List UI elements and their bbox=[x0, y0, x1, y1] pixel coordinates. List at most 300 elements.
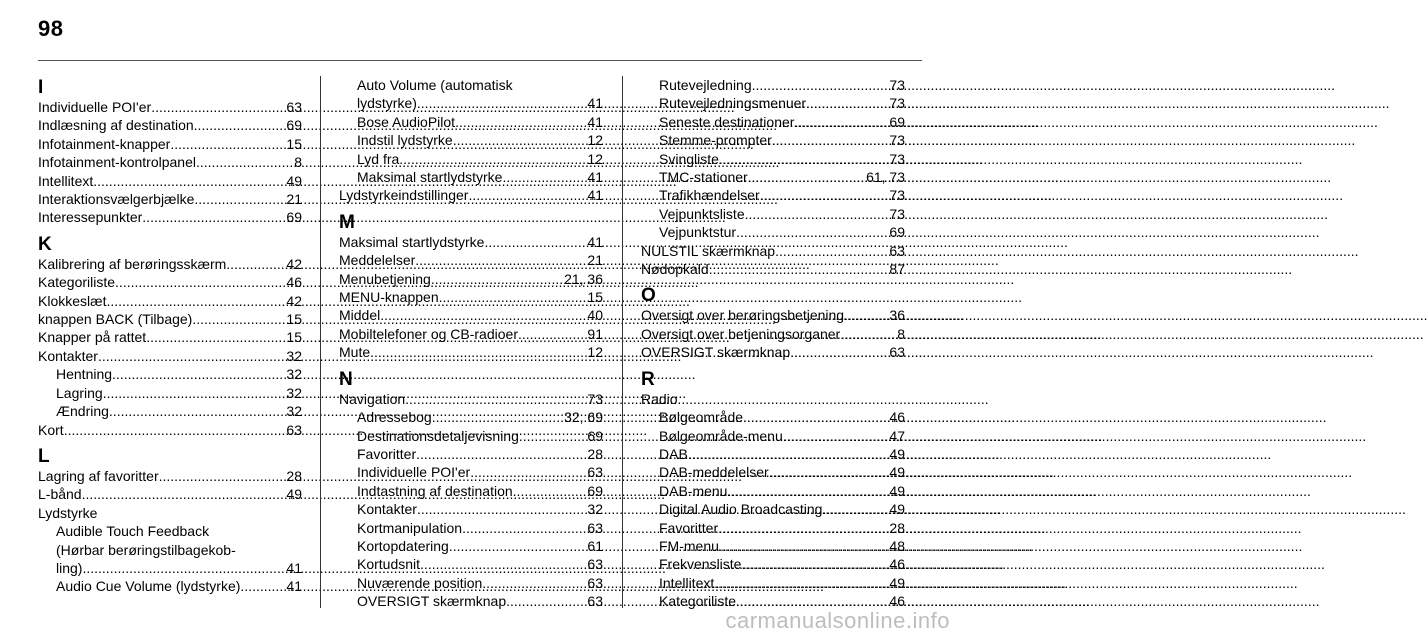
index-letter-heading: L bbox=[38, 445, 50, 467]
dot-leader bbox=[106, 292, 286, 310]
index-entry bbox=[339, 343, 603, 361]
index-term: Favoritter bbox=[357, 445, 417, 462]
page-reference: 15 bbox=[587, 289, 603, 306]
dot-leader bbox=[455, 113, 587, 131]
page-reference: 21, 36 bbox=[564, 270, 603, 287]
index-entry bbox=[339, 270, 603, 288]
index-entry bbox=[641, 306, 905, 324]
index-entry bbox=[38, 208, 302, 226]
index-entry bbox=[339, 325, 603, 343]
index-subentry bbox=[339, 113, 603, 131]
index-term: Kontakter bbox=[357, 501, 417, 518]
page-reference: 63 bbox=[889, 242, 905, 259]
index-term: Indlæsning af destination bbox=[38, 117, 194, 134]
index-term: Knapper på rattet bbox=[38, 329, 147, 346]
index-term: Individuelle POI'er bbox=[38, 99, 152, 115]
index-subentry bbox=[641, 113, 905, 131]
index-entry bbox=[38, 116, 302, 134]
index-term: Stemme-prompter bbox=[659, 132, 772, 149]
header-divider bbox=[38, 60, 922, 61]
page-reference: 49 bbox=[286, 486, 302, 503]
dot-leader bbox=[844, 306, 889, 324]
index-entry bbox=[38, 255, 302, 273]
page-reference: 28 bbox=[587, 445, 603, 462]
dot-leader bbox=[769, 463, 890, 481]
index-term: DAB bbox=[659, 445, 688, 462]
dot-leader bbox=[714, 574, 889, 592]
page-reference: 49 bbox=[889, 464, 905, 481]
index-term: OVERSIGT skærmknap bbox=[357, 593, 507, 610]
index-letter-heading: I bbox=[38, 77, 44, 98]
dot-leader bbox=[415, 251, 587, 269]
index-term: DAB-meddelelser bbox=[659, 464, 769, 481]
page-reference: 91 bbox=[587, 325, 603, 342]
page-reference: 40 bbox=[587, 307, 603, 324]
index-term: Middel bbox=[339, 307, 381, 324]
page-number: 98 bbox=[38, 16, 64, 41]
index-subentry bbox=[339, 150, 603, 168]
page-reference: 32 bbox=[286, 384, 302, 401]
index-subentry bbox=[339, 500, 603, 518]
index-term: Bølgeområde bbox=[659, 409, 744, 426]
index-letter-heading: N bbox=[339, 368, 353, 390]
index-entry-text: Lydstyrke bbox=[38, 504, 98, 521]
index-term: Lyd fra bbox=[357, 150, 400, 167]
index-term: Menubetjening bbox=[339, 270, 431, 287]
index-term: Rutevejledningsmenuer bbox=[659, 95, 807, 112]
index-subentry bbox=[339, 131, 603, 149]
index-term: Klokkeslæt bbox=[38, 292, 107, 309]
index-term: Meddelelser bbox=[339, 252, 416, 269]
page-reference: 32 bbox=[587, 501, 603, 518]
index-term: Indstil lydstyrke bbox=[357, 132, 453, 149]
dot-leader bbox=[468, 186, 587, 204]
index-term: Lagring af favoritter bbox=[38, 467, 159, 484]
index-entry bbox=[38, 190, 302, 208]
index-term: Nødopkald bbox=[641, 261, 709, 278]
index-term: Navigation bbox=[339, 390, 406, 407]
page-reference: 46 bbox=[889, 556, 905, 573]
index-subentry bbox=[339, 519, 603, 537]
index-letter-heading: R bbox=[641, 368, 655, 390]
page-reference: 32, 69 bbox=[564, 409, 603, 426]
dot-leader bbox=[743, 408, 889, 426]
dot-leader bbox=[420, 555, 587, 573]
index-entry bbox=[339, 186, 603, 204]
index-subentry bbox=[641, 168, 905, 186]
index-entry bbox=[641, 242, 905, 260]
dot-leader bbox=[109, 402, 287, 420]
dot-leader bbox=[484, 233, 587, 251]
index-entry bbox=[339, 390, 603, 408]
watermark: carmanualsonline.info bbox=[725, 608, 950, 633]
index-term: Vejpunktstur bbox=[659, 224, 737, 241]
page-reference: 87 bbox=[889, 261, 905, 278]
index-term: Kategoriliste bbox=[38, 274, 116, 291]
index-entry bbox=[339, 288, 603, 306]
dot-leader bbox=[741, 555, 889, 573]
index-term: ling) bbox=[56, 559, 83, 576]
page-reference: 49 bbox=[286, 172, 302, 189]
page-reference: 28 bbox=[889, 519, 905, 536]
page-reference: 32 bbox=[286, 347, 302, 364]
dot-leader bbox=[449, 537, 588, 555]
index-term: Interaktionsvælgerbjælke bbox=[38, 191, 195, 208]
index-term: knappen BACK (Tilbage) bbox=[38, 311, 193, 328]
index-term: Kortmanipulation bbox=[357, 519, 463, 536]
dot-leader bbox=[103, 384, 287, 402]
page-reference: 73 bbox=[889, 205, 905, 222]
index-term: NULSTIL skærmknap bbox=[641, 242, 776, 259]
dot-leader bbox=[98, 347, 286, 365]
index-term: Intellitext bbox=[38, 172, 94, 189]
page-reference: 73 bbox=[889, 187, 905, 204]
index-subentry bbox=[339, 94, 603, 112]
dot-leader bbox=[752, 76, 890, 94]
index-subentry bbox=[641, 574, 905, 592]
index-term: MENU-knappen bbox=[339, 289, 439, 306]
page-reference: 42 bbox=[286, 292, 302, 309]
dot-leader bbox=[462, 519, 587, 537]
index-term: Individuelle POI'er bbox=[357, 464, 471, 481]
index-entry bbox=[38, 135, 302, 153]
page-reference: 63 bbox=[587, 593, 603, 610]
index-term: Frekvensliste bbox=[659, 556, 742, 573]
index-subentry bbox=[38, 402, 302, 420]
page-reference: 41 bbox=[587, 95, 603, 112]
index-entry bbox=[38, 292, 302, 310]
page-reference: 73 bbox=[587, 390, 603, 407]
page-reference: 69 bbox=[587, 427, 603, 444]
index-subentry bbox=[641, 223, 905, 241]
index-term: Oversigt over berøringsbetjening bbox=[641, 307, 845, 324]
dot-leader bbox=[719, 150, 890, 168]
dot-leader bbox=[170, 135, 286, 153]
index-term: Kortopdatering bbox=[357, 537, 449, 554]
index-term: Bose AudioPilot bbox=[357, 113, 456, 130]
index-term: DAB-menu bbox=[659, 482, 728, 499]
page-reference: 36 bbox=[889, 307, 905, 324]
index-entry bbox=[38, 485, 302, 503]
index-term: Infotainment-knapper bbox=[38, 135, 171, 152]
index-term: Oversigt over betjeningsorganer bbox=[641, 325, 841, 342]
index-entry bbox=[641, 325, 905, 343]
index-subentry bbox=[641, 150, 905, 168]
dot-leader bbox=[748, 168, 866, 186]
index-term: Destinationsdetaljevisning bbox=[357, 427, 519, 444]
dot-leader bbox=[806, 94, 889, 112]
dot-leader bbox=[794, 113, 889, 131]
dot-leader bbox=[709, 260, 890, 278]
index-entry bbox=[641, 260, 905, 278]
dot-leader bbox=[417, 500, 587, 518]
dot-leader bbox=[502, 168, 587, 186]
index-subentry bbox=[641, 76, 905, 94]
index-entry bbox=[38, 347, 302, 365]
dot-leader bbox=[519, 427, 588, 445]
index-subentry bbox=[641, 427, 905, 445]
page-reference: 49 bbox=[889, 501, 905, 518]
index-term: Kategoriliste bbox=[659, 593, 737, 610]
index-term: Rutevejledning bbox=[659, 77, 752, 93]
index-subentry bbox=[339, 168, 603, 186]
dot-leader bbox=[240, 577, 286, 595]
dot-leader bbox=[146, 328, 286, 346]
index-subentry bbox=[641, 94, 905, 112]
index-term: Infotainment-kontrolpanel bbox=[38, 154, 196, 171]
dot-leader bbox=[417, 94, 588, 112]
index-term: Nuværende position bbox=[357, 574, 483, 591]
index-subentry-text: (Hørbar berøringstilbagekob- bbox=[56, 541, 236, 558]
index-entry bbox=[38, 172, 302, 190]
page-reference: 49 bbox=[889, 445, 905, 462]
index-term: Mute bbox=[339, 344, 371, 361]
dot-leader bbox=[405, 390, 587, 408]
index-term: Kortudsnit bbox=[357, 556, 421, 573]
page-reference: 8 bbox=[294, 154, 302, 171]
page-reference: 63 bbox=[889, 344, 905, 361]
index-entry bbox=[339, 233, 603, 251]
page-reference: 46 bbox=[286, 274, 302, 291]
dot-leader bbox=[506, 592, 587, 610]
index-term: Digital Audio Broadcasting bbox=[659, 501, 823, 518]
page-reference: 41 bbox=[286, 578, 302, 595]
dot-leader bbox=[719, 537, 890, 555]
index-letter-heading: M bbox=[339, 211, 355, 233]
index-entry bbox=[38, 328, 302, 346]
index-entry bbox=[38, 98, 302, 116]
index-term: Kalibrering af berøringsskærm bbox=[38, 255, 227, 272]
page-reference: 69 bbox=[286, 117, 302, 134]
dot-leader bbox=[431, 270, 564, 288]
dot-leader bbox=[760, 186, 890, 204]
dot-leader bbox=[159, 467, 287, 485]
index-term: Favoritter bbox=[659, 519, 719, 536]
page-reference: 69 bbox=[587, 482, 603, 499]
index-term: Vejpunktsliste bbox=[659, 205, 745, 222]
page-reference: 69 bbox=[286, 209, 302, 226]
index-subentry-text: Auto Volume (automatisk bbox=[357, 77, 513, 93]
index-subentry bbox=[641, 408, 905, 426]
dot-leader bbox=[513, 482, 588, 500]
page-reference: 15 bbox=[286, 329, 302, 346]
page-reference: 28 bbox=[286, 467, 302, 484]
page-reference: 15 bbox=[286, 135, 302, 152]
index-entry-text: Radio bbox=[641, 390, 678, 407]
page-reference: 49 bbox=[889, 574, 905, 591]
dot-leader bbox=[432, 408, 564, 426]
dot-leader bbox=[745, 205, 890, 223]
index-term: Bølgeområde-menu bbox=[659, 427, 783, 444]
dot-leader bbox=[194, 190, 286, 208]
dot-leader bbox=[822, 500, 889, 518]
dot-leader bbox=[115, 273, 286, 291]
index-subentry bbox=[641, 186, 905, 204]
index-subentry bbox=[641, 205, 905, 223]
dot-leader bbox=[727, 482, 889, 500]
dot-leader bbox=[93, 172, 286, 190]
index-term: Lydstyrkeindstillinger bbox=[339, 187, 469, 204]
index-term: Intellitext bbox=[659, 574, 715, 591]
page-reference: 49 bbox=[889, 482, 905, 499]
index-term: Interessepunkter bbox=[38, 209, 143, 226]
page-reference: 63 bbox=[587, 519, 603, 536]
index-column-2 bbox=[339, 76, 603, 611]
index-entry bbox=[339, 251, 603, 269]
dot-leader bbox=[194, 116, 287, 134]
dot-leader bbox=[192, 310, 286, 328]
index-subentry bbox=[339, 592, 603, 610]
index-entry bbox=[641, 343, 905, 361]
page-reference: 73 bbox=[889, 77, 905, 93]
index-entry bbox=[38, 153, 302, 171]
dot-leader bbox=[82, 485, 287, 503]
index-entry bbox=[38, 273, 302, 291]
index-term: Adressebog bbox=[357, 409, 432, 426]
dot-leader bbox=[453, 131, 588, 149]
dot-leader bbox=[736, 223, 889, 241]
page-reference: 46 bbox=[889, 409, 905, 426]
index-subentry bbox=[339, 482, 603, 500]
page-reference: 42 bbox=[286, 255, 302, 272]
page-reference: 32 bbox=[286, 366, 302, 383]
page-reference: 63 bbox=[286, 421, 302, 438]
dot-leader bbox=[399, 150, 587, 168]
page-reference: 73 bbox=[889, 132, 905, 149]
dot-leader bbox=[790, 343, 889, 361]
index-subentry bbox=[641, 482, 905, 500]
index-term: Trafikhændelser bbox=[659, 187, 760, 204]
index-subentry bbox=[339, 574, 603, 592]
page-reference: 12 bbox=[587, 150, 603, 167]
dot-leader bbox=[151, 98, 286, 116]
page-reference: 61, 73 bbox=[866, 169, 905, 186]
page-reference: 41 bbox=[587, 169, 603, 186]
index-letter-heading: K bbox=[38, 233, 52, 255]
page-reference: 63 bbox=[286, 99, 302, 115]
index-subentry bbox=[641, 445, 905, 463]
index-subentry bbox=[339, 408, 603, 426]
index-subentry bbox=[38, 577, 302, 595]
dot-leader bbox=[112, 365, 286, 383]
dot-leader bbox=[772, 131, 890, 149]
index-entry bbox=[38, 467, 302, 485]
page-reference: 41 bbox=[587, 113, 603, 130]
index-subentry bbox=[641, 131, 905, 149]
index-subentry bbox=[641, 500, 905, 518]
index-term: Maksimal startlydstyrke bbox=[357, 169, 503, 186]
dot-leader bbox=[439, 288, 588, 306]
dot-leader bbox=[482, 574, 587, 592]
index-letter-heading: O bbox=[641, 285, 656, 307]
column-divider bbox=[622, 76, 623, 608]
page-reference: 63 bbox=[587, 464, 603, 481]
dot-leader bbox=[82, 559, 286, 577]
index-term: Mobiltelefoner og CB-radioer bbox=[339, 325, 518, 342]
page-reference: 69 bbox=[889, 224, 905, 241]
page-reference: 8 bbox=[897, 325, 905, 342]
page-reference: 21 bbox=[286, 191, 302, 208]
index-subentry bbox=[641, 463, 905, 481]
index-subentry bbox=[38, 365, 302, 383]
index-column-3 bbox=[641, 76, 905, 611]
dot-leader bbox=[718, 519, 889, 537]
index-term: Seneste destinationer bbox=[659, 113, 795, 130]
column-divider bbox=[320, 76, 321, 608]
index-entry bbox=[38, 310, 302, 328]
index-subentry bbox=[38, 384, 302, 402]
page-reference: 32 bbox=[286, 403, 302, 420]
index-term: Lagring bbox=[56, 384, 103, 401]
index-subentry bbox=[641, 555, 905, 573]
page-reference: 21 bbox=[587, 252, 603, 269]
dot-leader bbox=[196, 153, 294, 171]
index-subentry-text: Audible Touch Feedback bbox=[56, 523, 210, 540]
index-term: Audio Cue Volume (lydstyrke) bbox=[56, 578, 241, 595]
index-subentry bbox=[339, 445, 603, 463]
page-reference: 12 bbox=[587, 132, 603, 149]
index-term: Kontakter bbox=[38, 347, 98, 364]
index-term: TMC-stationer bbox=[659, 169, 748, 186]
dot-leader bbox=[783, 427, 890, 445]
index-subentry bbox=[339, 427, 603, 445]
index-term: Ændring bbox=[56, 403, 109, 420]
page-reference: 61 bbox=[587, 537, 603, 554]
dot-leader bbox=[688, 445, 890, 463]
page-reference: 48 bbox=[889, 537, 905, 554]
dot-leader bbox=[470, 463, 587, 481]
page-reference: 47 bbox=[889, 427, 905, 444]
page-reference: 15 bbox=[286, 311, 302, 328]
page-reference: 41 bbox=[587, 187, 603, 204]
page-reference: 41 bbox=[286, 559, 302, 576]
index-entry bbox=[38, 421, 302, 439]
index-entry bbox=[339, 306, 603, 324]
index-subentry bbox=[339, 537, 603, 555]
page-reference: 41 bbox=[587, 233, 603, 250]
dot-leader bbox=[226, 255, 286, 273]
dot-leader bbox=[64, 421, 287, 439]
index-term: Maksimal startlydstyrke bbox=[339, 233, 485, 250]
index-term: Kort bbox=[38, 421, 64, 438]
index-term: L-bånd bbox=[38, 486, 82, 503]
dot-leader bbox=[416, 445, 587, 463]
index-term: Svingliste bbox=[659, 150, 719, 167]
dot-leader bbox=[518, 325, 587, 343]
index-term: lydstyrke) bbox=[357, 95, 417, 112]
index-subentry bbox=[339, 555, 603, 573]
index-term: Indtastning af destination bbox=[357, 482, 513, 499]
index-term: OVERSIGT skærmknap bbox=[641, 344, 791, 361]
index-column-1 bbox=[38, 76, 302, 596]
dot-leader bbox=[142, 208, 286, 226]
dot-leader bbox=[840, 325, 897, 343]
index-term: FM-menu bbox=[659, 537, 719, 554]
index-term: Hentning bbox=[56, 366, 113, 383]
index-subentry bbox=[339, 463, 603, 481]
page-reference: 69 bbox=[889, 113, 905, 130]
index-subentry bbox=[641, 519, 905, 537]
dot-leader bbox=[380, 306, 587, 324]
index-subentry bbox=[38, 559, 302, 577]
page-reference: 63 bbox=[587, 556, 603, 573]
index-subentry bbox=[641, 537, 905, 555]
page-reference: 46 bbox=[889, 593, 905, 610]
page-reference: 63 bbox=[587, 574, 603, 591]
page-reference: 73 bbox=[889, 95, 905, 112]
dot-leader bbox=[775, 242, 889, 260]
page-reference: 12 bbox=[587, 344, 603, 361]
